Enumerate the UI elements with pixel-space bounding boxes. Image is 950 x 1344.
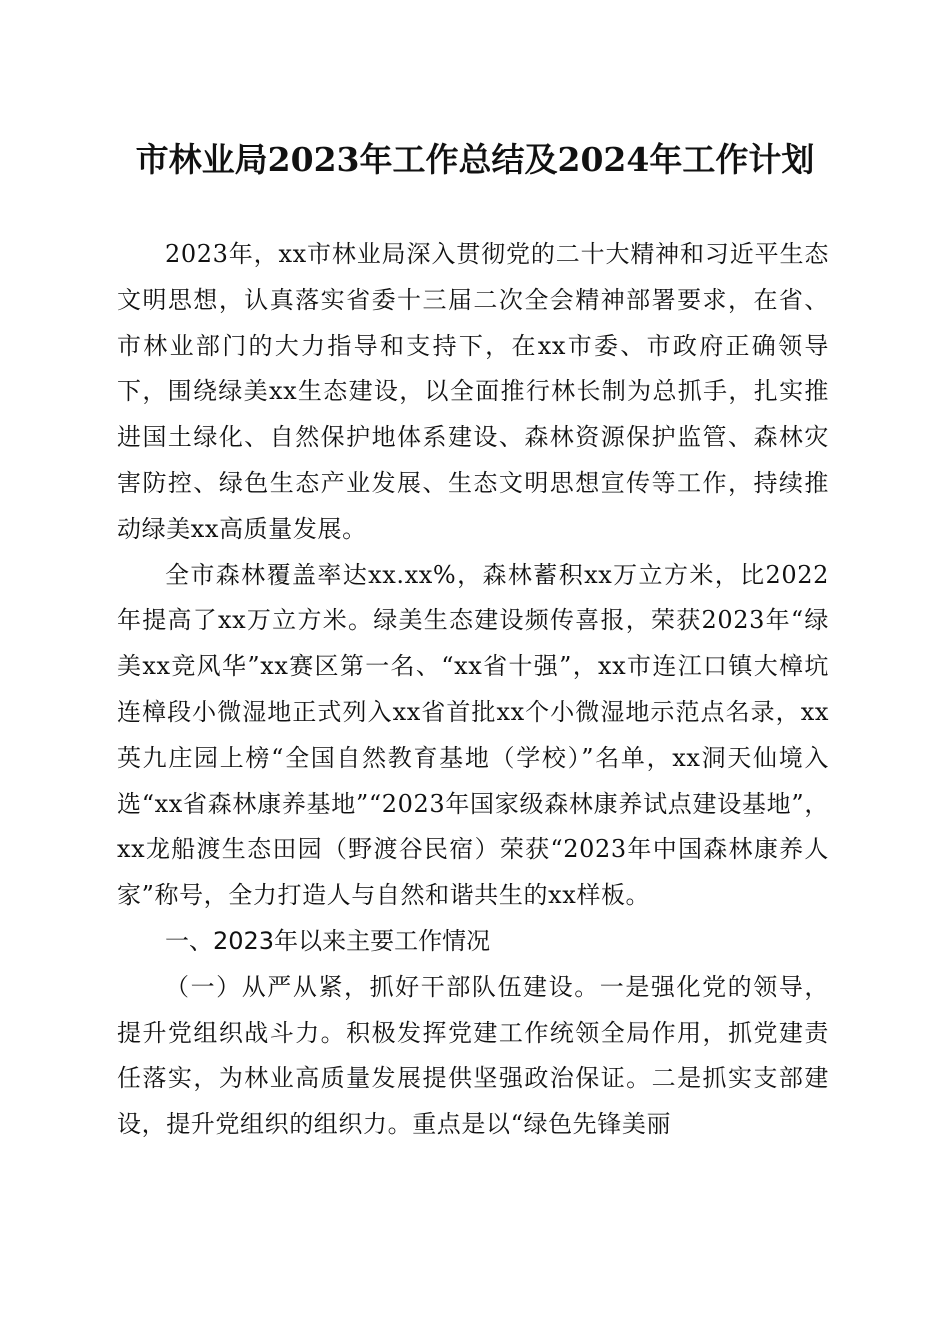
section-heading: 一、2023年以来主要工作情况: [165, 926, 491, 955]
document-title: 市林业局2023年工作总结及2024年工作计划: [135, 140, 815, 179]
section-paragraph: （一）从严从紧，抓好干部队伍建设。一是强化党的领导，提升党组织战斗力。积极发挥党建工作统领全局作用，抓党建责任落实，为林业高质量发展提供坚强政治保证。二是抓实支部建设，提升党组织的组织力。重点是以“绿色先锋美丽: [117, 972, 829, 1139]
intro-paragraph: 2023年，xx市林业局深入贯彻党的二十大精神和习近平生态文明思想，认真落实省委十三届二次全会精神部署要求，在省、市林业部门的大力指导和支持下，在xx市委、市政府正确领导下，围绕绿美xx生态建设，以全面推行林长制为总抓手，扎实推进国土绿化、自然保护地体系建设、森林资源保护监管、森林灾害防控、绿色生态产业发展、生态文明思想宣传等工作，持续推动绿美xx高质量发展。: [117, 240, 829, 543]
document-body: [117, 232, 829, 1148]
achievements-paragraph: 全市森林覆盖率达xx.xx%，森林蓄积xx万立方米，比2022年提高了xx万立方米。绿美生态建设频传喜报，荣获2023年“绿美xx竞风华”xx赛区第一名、“xx省十强”，xx市连江口镇大樟坑连樟段小微湿地正式列入xx省首批xx个小微湿地示范点名录，xx英九庄园上榜“全国自然教育基地（学校）”名单，xx洞天仙境入选“xx省森林康养基地”“2023年国家级森林康养试点建设基地”，xx龙船渡生态田园（野渡谷民宿）荣获“2023年中国森林康养人家”称号，全力打造人与自然和谐共生的xx样板。: [117, 560, 829, 910]
